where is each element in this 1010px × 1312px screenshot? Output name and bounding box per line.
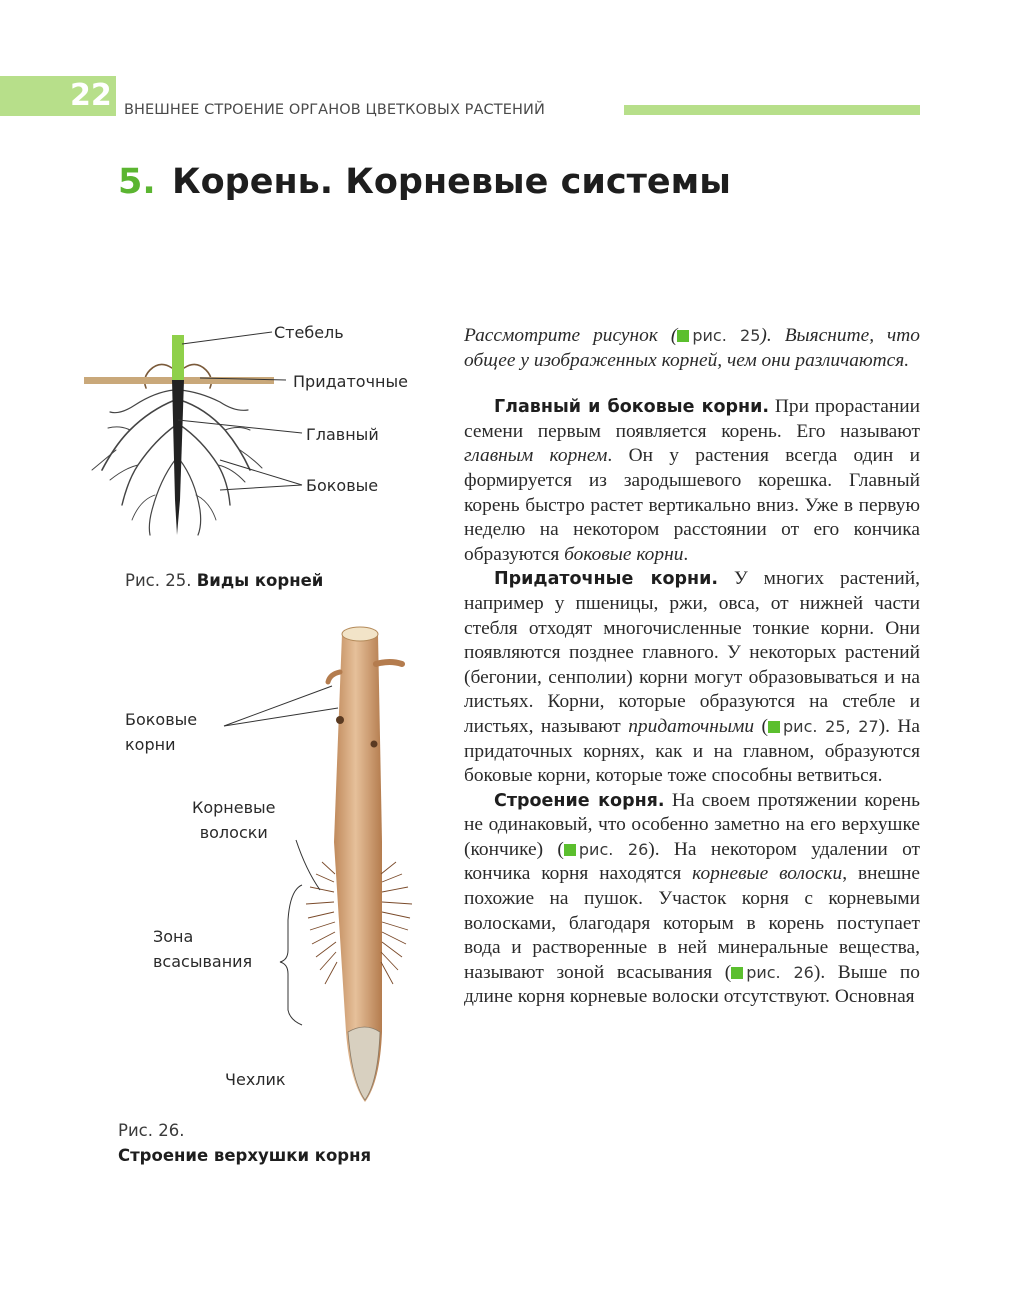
header-rule [624,105,920,115]
figure-reference[interactable]: рис. 25, 27 [768,717,879,736]
figure-26-leader-lines [210,680,360,1040]
label-absorption-zone-line2: всасывания [153,952,253,971]
reference-square-icon [677,330,689,342]
label-lateral-roots-line2: корни [125,735,176,754]
figure-reference[interactable]: рис. 25 [677,326,760,345]
page-number: 22 [70,78,112,113]
paragraph-root-structure: Строение корня. На своем протяжении корень не одинаковый, что особенно заметно на его верхушке (кончике) ( рис. 26). На некотором удалении от кончика корня находятся корневые волоски, внешне похожие на пушок. Участок корня с корневыми волосками, благодаря которым в корень поступает вода и растворенные в ней минеральные вещества, называют зоной всасывания ( рис. 26). Выше по длине корня корневые волоски отсутствуют. Основная [464,789,921,1008]
body-text [464,324,920,1010]
section-number: 5. [118,162,156,202]
label-absorption-zone-line1: Зона [153,927,194,946]
figure-26-caption-title: Строение верхушки корня [118,1146,372,1165]
label-main: Главный [306,425,379,444]
label-root-hairs [192,795,276,845]
paragraph-main-lateral-roots: Главный и боковые корни. При прорастании семени первым появляется корень. Его называют главным корнем. Он у растения всегда один и формируется из зародышевого корешка. Главный корень быстро растет вертикально вниз. Уже в первую неделю на некотором расстоянии от его кончика образуются боковые корни. [464,396,920,565]
paragraph-heading: Придаточные корни. [494,569,718,590]
label-root-hairs-line1: Корневые [192,798,276,817]
paragraph-adventitious-roots: Придаточные корни. У многих растений, например у пшеницы, ржи, овса, от нижней части стебля отходят многочисленные тонкие корни. Они появляются позднее главного. У некоторых растений (бегонии, сенполии) корни могут образовываться и на листьях. Корни, которые образуются на стебле и листьях, называют придаточными ( рис. 25, 27). На придаточных корнях, как и на главном, образуются боковые корни, которые тоже способны ветвиться. [464,568,921,787]
figure-reference[interactable]: рис. 26 [564,840,648,859]
caption-prefix: Рис. 25. [125,571,192,590]
paragraph-heading: Главный и боковые корни. [494,397,770,418]
label-lateral-roots-line1: Боковые [125,710,198,729]
caption-title: Виды корней [196,571,324,590]
figure-25-leader-lines [160,320,320,500]
figure-26-caption-prefix: Рис. 26. [118,1121,185,1140]
label-stem: Стебель [274,323,344,342]
running-head: ВНЕШНЕЕ СТРОЕНИЕ ОРГАНОВ ЦВЕТКОВЫХ РАСТЕНИЙ [124,102,545,118]
label-absorption-zone [153,924,252,974]
section-title: Корень. Корневые системы [172,162,731,202]
paragraph-heading: Строение корня. [494,790,665,811]
label-root-cap: Чехлик [225,1070,286,1089]
label-lateral: Боковые [306,476,379,495]
label-adventitious: Придаточные [293,372,408,391]
intro-question: Рассмотрите рисунок ( рис. 25). Выясните, что общее у изображенных корней, чем они различаются. [464,325,920,371]
label-root-hairs-line2: волоски [199,823,268,842]
figure-reference[interactable]: рис. 26 [731,963,814,982]
reference-square-icon [731,967,743,979]
reference-square-icon [564,844,576,856]
reference-square-icon [768,721,780,733]
figure-25-caption [125,571,323,590]
label-lateral-roots [125,707,197,757]
